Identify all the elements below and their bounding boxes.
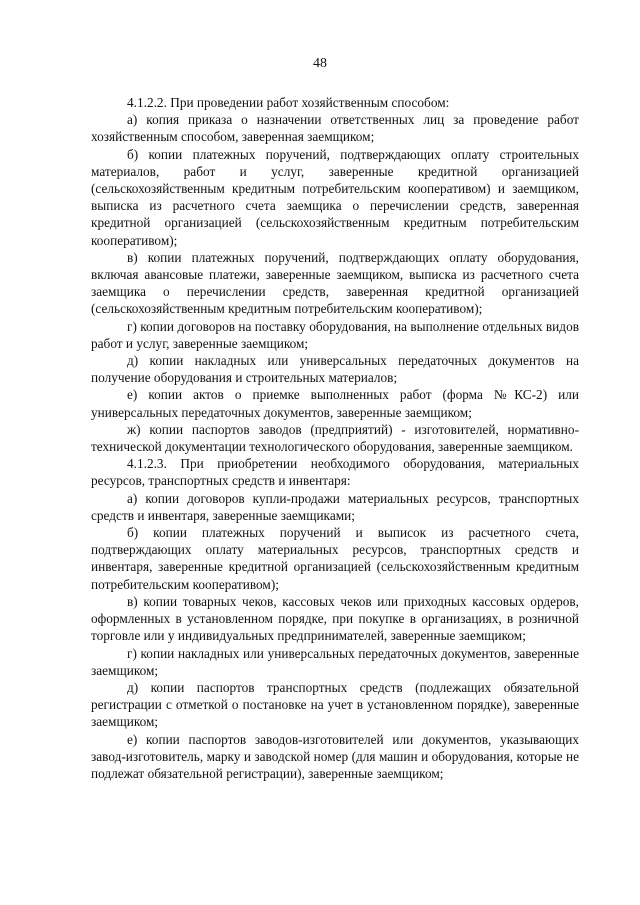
paragraph: е) копии актов о приемке выполненных работ (форма №КС-2) или универсальных передаточных документов, заверенные заемщиком; — [91, 387, 579, 420]
document-body — [91, 94, 579, 782]
paragraph: б) копии платежных поручений, подтверждающих оплату строительных материалов, работ и услуг, заверенные кредитной организацией (сельскохозяйственным кредитным потребительским кооперативом) и заемщиком, выписка из расчетного счета заемщика о перечислении средств, заверенная кредитной организацией (сельскохозяйственным кредитным потребительским кооперативом); — [91, 146, 579, 248]
paragraph: г) копии договоров на поставку оборудования, на выполнение отдельных видов работ и услуг, заверенные заемщиком; — [91, 318, 579, 351]
paragraph: д) копии паспортов транспортных средств (подлежащих обязательной регистрации с отметкой о постановке на учет в установленном порядке), заверенные заемщиком; — [91, 679, 579, 730]
paragraph: 4.1.2.2. При проведении работ хозяйственным способом: — [127, 95, 450, 110]
paragraph: в) копии платежных поручений, подтверждающих оплату оборудования, включая авансовые платежи, заверенные заемщиком, выписка из расчетного счета заемщика о перечислении средств, заверенная кредитной организацией (сельскохозяйственным кредитным потребительским кооперативом); — [91, 249, 579, 317]
paragraph: в) копии товарных чеков, кассовых чеков или приходных кассовых ордеров, оформленных в установленном порядке, при покупке в организациях, в розничной торговле или у индивидуальных предпринимателей, заверенные заемщиком; — [91, 593, 579, 644]
paragraph: а) копии договоров купли-продажи материальных ресурсов, транспортных средств и инвентаря, заверенные заемщиками; — [91, 490, 579, 523]
paragraph: е) копии паспортов заводов-изготовителей или документов, указывающих завод-изготовитель, марку и заводской номер (для машин и оборудования, которые не подлежат обязательной регистрации), заверенные заемщиком; — [91, 731, 579, 781]
paragraph: ж) копии паспортов заводов (предприятий) - изготовителей, нормативно-технической документации технологического оборудования, заверенные заемщиком. — [91, 421, 579, 455]
paragraph: д) копии накладных или универсальных передаточных документов на получение оборудования и строительных материалов; — [91, 353, 579, 386]
paragraph: г) копии накладных или универсальных передаточных документов, заверенные заемщиком; — [91, 645, 579, 678]
paragraph: а) копия приказа о назначении ответственных лиц за проведение работ хозяйственным способом, заверенная заемщиком; — [91, 112, 579, 145]
page-number: 48 — [313, 56, 327, 71]
paragraph: 4.1.2.3. При приобретении необходимого оборудования, материальных ресурсов, транспортных средств и инвентаря: — [91, 456, 579, 489]
paragraph: б) копии платежных поручений и выписок из расчетного счета, подтверждающих оплату материальных ресурсов, транспортных средств и инвентаря, заверенные кредитной организацией (сельскохозяйственным кредитным потребительским кооперативом); — [91, 525, 579, 592]
